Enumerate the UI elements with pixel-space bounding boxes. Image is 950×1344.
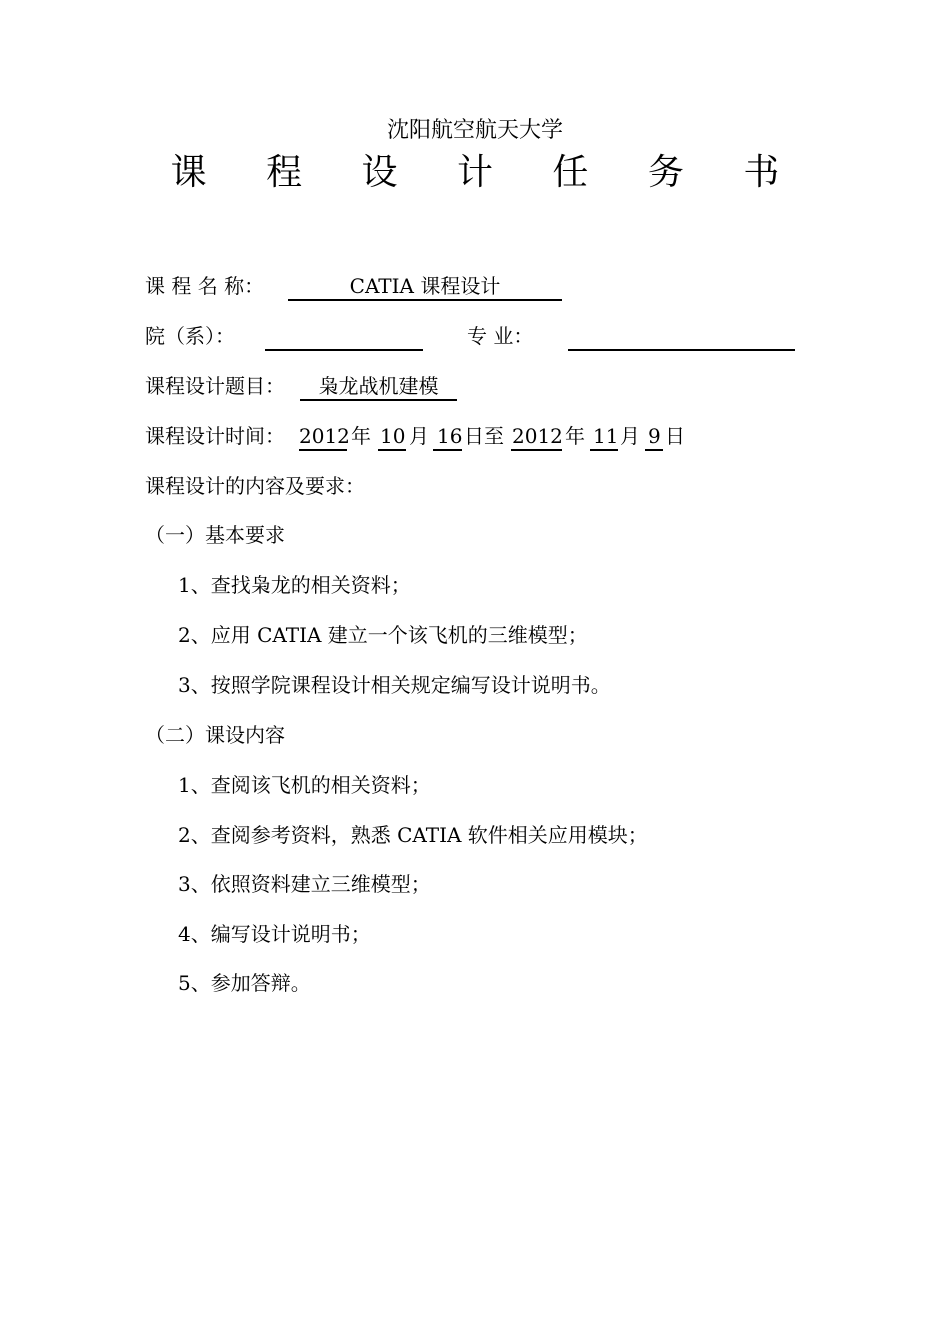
major-label: 专 业： [467, 324, 534, 348]
department-underline [265, 349, 423, 351]
time-end-day: 9 [648, 424, 661, 448]
section-1-title: （一）基本要求 [145, 523, 285, 547]
time-start-day-underline [433, 449, 462, 451]
time-end-month: 11 [593, 424, 619, 448]
time-start-day: 16 [437, 424, 463, 448]
topic-underline [300, 399, 457, 401]
department-label: 院（系）： [145, 324, 235, 348]
content-heading: 课程设计的内容及要求： [145, 474, 365, 498]
section-2-item: 4、编写设计说明书； [178, 922, 371, 946]
topic-value: 枭龙战机建模 [318, 374, 439, 398]
section-2-title: （二）课设内容 [145, 723, 285, 747]
section-1-item: 3、按照学院课程设计相关规定编写设计说明书。 [178, 673, 611, 697]
time-end-month-underline [590, 449, 618, 451]
time-day-to: 日至 [464, 424, 504, 448]
time-end-year-underline [511, 449, 562, 451]
time-start-year: 2012 [299, 424, 350, 448]
major-underline [568, 349, 795, 351]
time-month-char-2: 月 [620, 424, 640, 448]
section-2-item: 3、依照资料建立三维模型； [178, 872, 431, 896]
time-end-year: 2012 [512, 424, 563, 448]
time-year-char-2: 年 [565, 424, 585, 448]
course-name-label: 课 程 名 称： [145, 274, 265, 298]
document-title: 课 程 设 计 任 务 书 [170, 152, 804, 193]
section-2-item: 1、查阅该飞机的相关资料； [178, 773, 431, 797]
topic-label: 课程设计题目： [145, 374, 285, 398]
time-day-char-2: 日 [665, 424, 685, 448]
time-start-month: 10 [380, 424, 406, 448]
university-name: 沈阳航空航天大学 [386, 118, 563, 143]
course-name-underline [288, 299, 562, 301]
section-2-item: 5、参加答辩。 [178, 971, 311, 995]
section-2-item: 2、查阅参考资料，熟悉 CATIA 软件相关应用模块； [178, 823, 648, 847]
time-start-month-underline [378, 449, 406, 451]
time-year-char-1: 年 [351, 424, 371, 448]
course-name-value: CATIA 课程设计 [349, 274, 501, 298]
time-end-day-underline [645, 449, 663, 451]
time-month-char-1: 月 [409, 424, 429, 448]
time-label: 课程设计时间： [145, 424, 285, 448]
section-1-item: 1、查找枭龙的相关资料； [178, 573, 411, 597]
section-1-item: 2、应用 CATIA 建立一个该飞机的三维模型； [178, 623, 588, 647]
time-start-year-underline [299, 449, 347, 451]
